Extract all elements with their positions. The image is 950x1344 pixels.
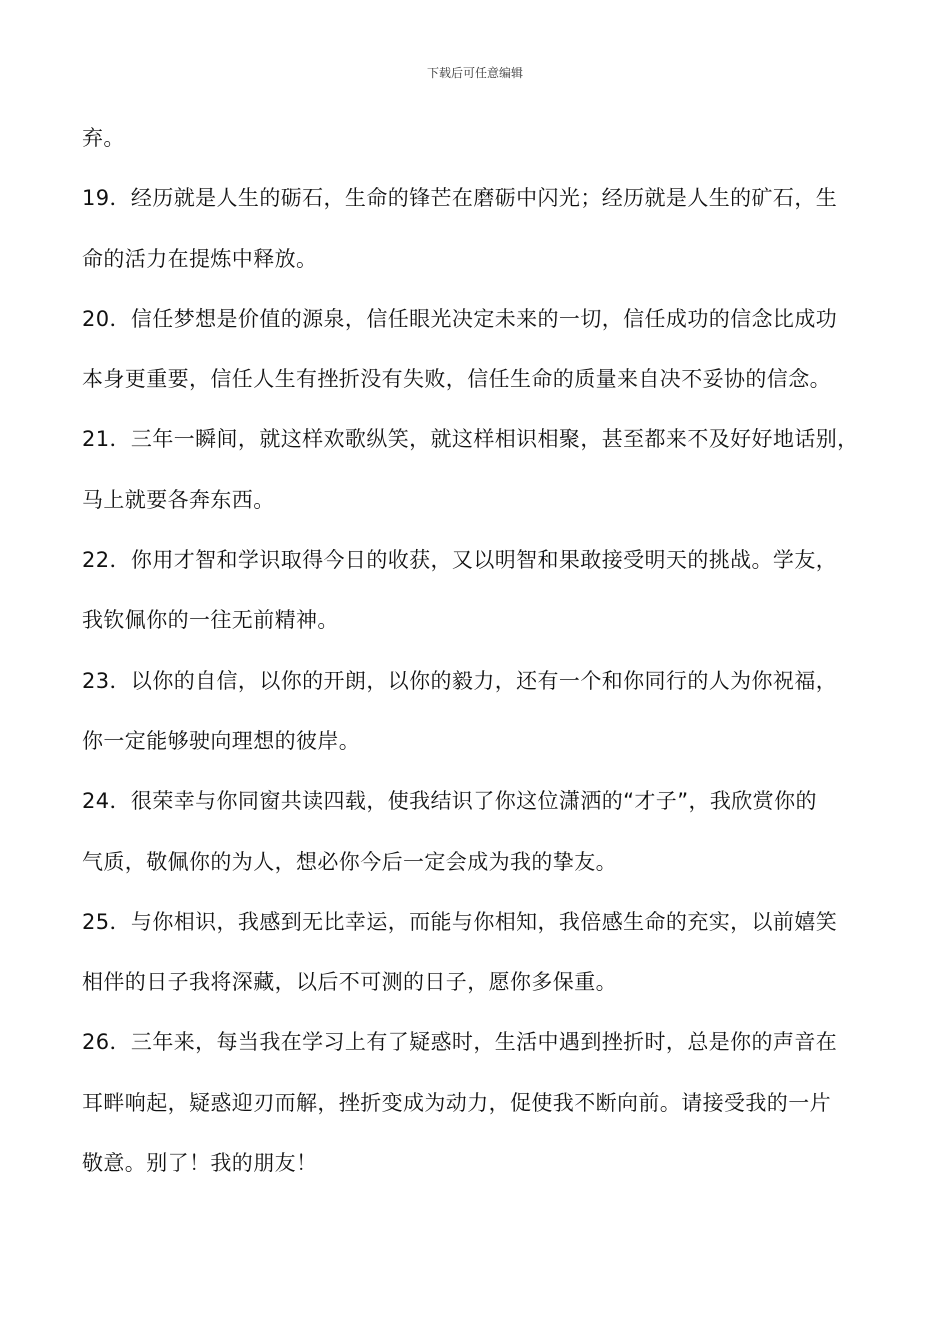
text-line: 26．三年来，每当我在学习上有了疑惑时，生活中遇到挫折时，总是你的声音在 <box>82 1030 838 1055</box>
text-line: 你一定能够驶向理想的彼岸。 <box>82 728 361 753</box>
page-header: 下载后可任意编辑 <box>426 66 523 80</box>
text-line: 气质，敬佩你的为人，想必你今后一定会成为我的挚友。 <box>82 849 617 874</box>
text-line: 弃。 <box>82 126 125 150</box>
text-line: 敬意。别了！我的朋友！ <box>82 1151 318 1176</box>
text-line: 25．与你相识，我感到无比幸运，而能与你相知，我倍感生命的充实，以前嬉笑 <box>82 909 838 934</box>
document-body <box>82 108 882 1193</box>
text-line: 22．你用才智和学识取得今日的收获，又以明智和果敢接受明天的挑战。学友， <box>82 548 838 573</box>
text-line: 20．信任梦想是价值的源泉，信任眼光决定未来的一切，信任成功的信念比成功 <box>82 306 838 331</box>
text-line: 耳畔响起，疑惑迎刃而解，挫折变成为动力，促使我不断向前。请接受我的一片 <box>82 1090 831 1115</box>
text-line: 21．三年一瞬间，就这样欢歌纵笑，就这样相识相聚，甚至都来不及好好地话别， <box>82 427 859 452</box>
text-line: 我钦佩你的一往无前精神。 <box>82 608 339 633</box>
text-line: 马上就要各奔东西。 <box>82 487 275 512</box>
text-line: 19．经历就是人生的砺石，生命的锋芒在磨砺中闪光；经历就是人生的矿石，生 <box>82 186 838 211</box>
text-line: 本身更重要，信任人生有挫折没有失败，信任生命的质量来自决不妥协的信念。 <box>82 367 831 392</box>
text-line: 23．以你的自信，以你的开朗，以你的毅力，还有一个和你同行的人为你祝福， <box>82 668 838 693</box>
text-line: 24．很荣幸与你同窗共读四载，使我结识了你这位潇洒的“才子”，我欣赏你的 <box>82 789 817 814</box>
text-line: 相伴的日子我将深藏，以后不可测的日子，愿你多保重。 <box>82 970 617 995</box>
text-line: 命的活力在提炼中释放。 <box>82 246 318 271</box>
